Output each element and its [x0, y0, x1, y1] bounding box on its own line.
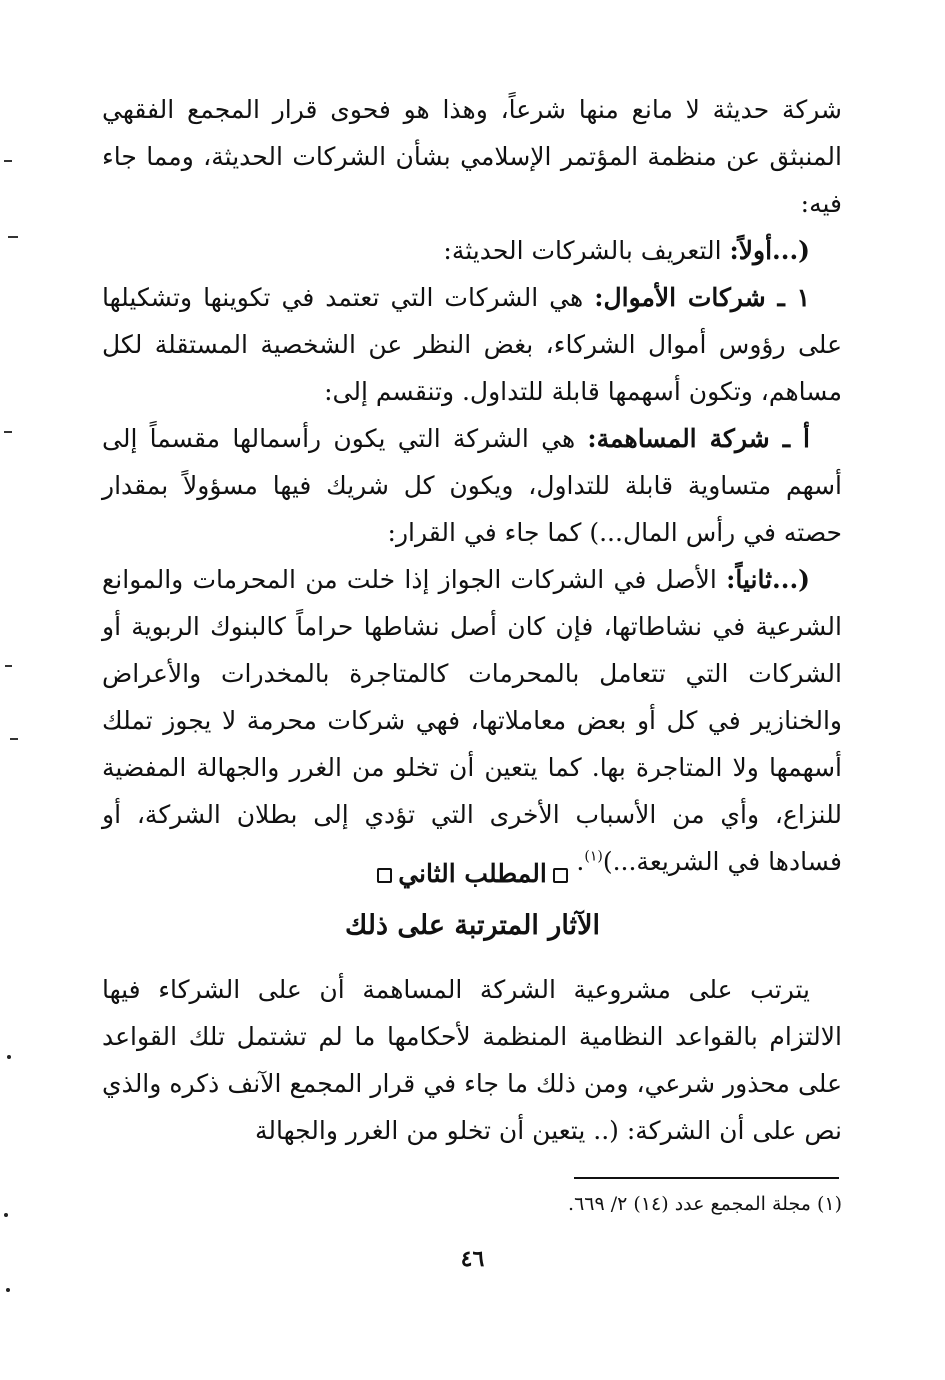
page-number-text: ٤٦ [460, 1246, 485, 1272]
paragraph-lead: أ ـ شركة المساهمة: [587, 424, 811, 453]
paragraph-text: يترتب على مشروعية الشركة المساهمة أن على الشركاء فيها الالتزام بالقواعد النظامية المنظمة لأحكامها ما لم تشتمل تلك القواعد على محذور شرعي، ومن ذلك ما جاء في قرار المجمع الآنف ذكره والذي نص على أن الشركة: (.. يتعين أن تخلو من الغرر والجهالة [102, 975, 842, 1145]
section-subtitle: الآثار المترتبة على ذلك [345, 910, 600, 941]
body-text-bottom [102, 966, 842, 1154]
paragraph-tail: . [576, 847, 585, 876]
paragraph-text: هي الشركة التي يكون رأسمالها مقسماً إلى أسهم متساوية قابلة للتداول، ويكون كل شريك فيها مسؤولاً بمقدار حصته في رأس المال...) كما جاء في القرار: [102, 424, 842, 547]
scan-mark [8, 236, 18, 238]
paragraph-text: شركة حديثة لا مانع منها شرعاً، وهذا هو فحوى قرار المجمع الفقهي المنبثق عن منظمة المؤتمر الإسلامي بشأن الشركات الحديثة، ومما جاء فيه: [102, 95, 842, 218]
paragraph-lead: (...ثانياً: [726, 565, 810, 594]
section-title: المطلب الثاني [398, 859, 547, 888]
section-heading [0, 852, 945, 896]
paragraph-first [102, 227, 842, 274]
scan-mark [4, 1213, 8, 1217]
scan-mark [6, 1288, 10, 1292]
footnote-text: (١) مجلة المجمع عدد (١٤) ٢/ ٦٦٩. [568, 1193, 842, 1215]
paragraph-text: الأصل في الشركات الجواز إذا خلت من المحرمات والموانع الشرعية في نشاطاتها، فإن كان أصل نشاطها حراماً كالبنوك الربوية أو الشركات التي تتعامل بالمحرمات كالمتاجرة بالمخدرات والأعراض والخنازير في كل أو بعض معاملاتها، فهي شركات محرمة لا يجوز تملك أسهمها ولا المتاجرة بها. كما يتعين أن تخلو من الغرر والجهالة المفضية للنزاع، وأي من الأسباب الأخرى التي تؤدي إلى بطلان الشركة، أو فسادها في الشريعة...) [102, 565, 842, 876]
paragraph-effects [102, 966, 842, 1154]
paragraph-text: هي الشركات التي تعتمد في تكوينها وتشكيلها على رؤوس أموال الشركاء، بغض النظر عن الشخصية المستقلة لكل مساهم، وتكون أسهمها قابلة للتداول. وتنقسم إلى: [102, 283, 842, 406]
square-ornament-icon [377, 868, 392, 883]
body-text-top [102, 86, 842, 885]
footnote [102, 1190, 842, 1218]
scan-mark [4, 160, 12, 162]
scan-mark [5, 665, 12, 667]
footnote-reference[interactable]: (١) [584, 848, 603, 865]
paragraph-capital-companies [102, 274, 842, 415]
section-subheading [0, 903, 945, 949]
paragraph-lead: (...أولاً: [729, 236, 810, 265]
square-ornament-icon [553, 868, 568, 883]
paragraph-second [102, 556, 842, 885]
scan-mark [4, 431, 12, 433]
paragraph-text: التعريف بالشركات الحديثة: [443, 236, 730, 265]
paragraph-joint-stock [102, 415, 842, 556]
scan-mark [10, 738, 18, 740]
paragraph-intro [102, 86, 842, 227]
paragraph-lead: ١ ـ شركات الأموال: [594, 283, 810, 312]
page-number [0, 1246, 945, 1272]
footnote-divider [574, 1177, 839, 1179]
scan-mark [7, 1055, 11, 1059]
